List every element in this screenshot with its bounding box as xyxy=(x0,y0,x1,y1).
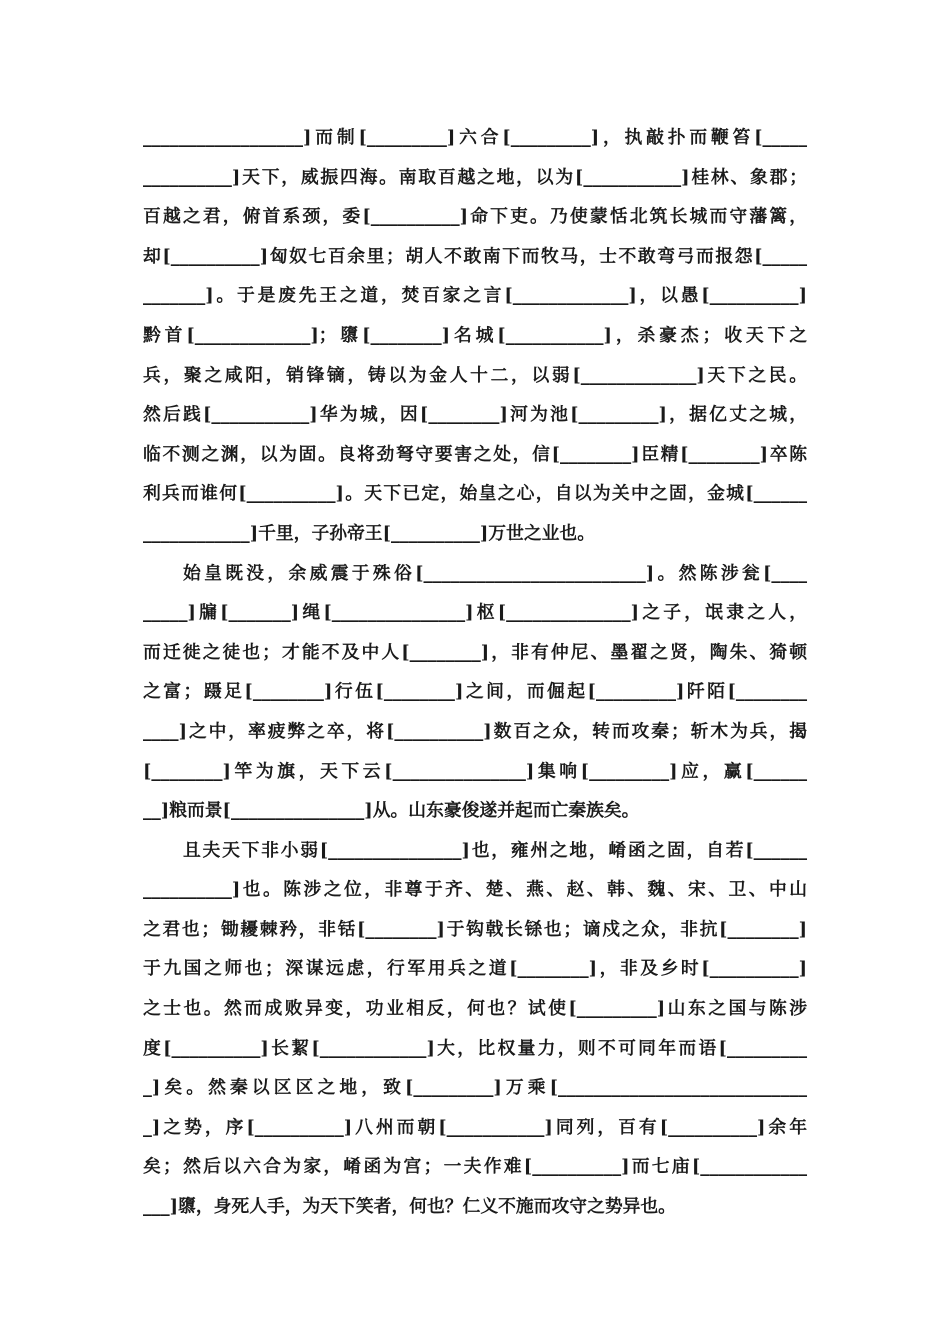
text-line: ___]隳，身死人手，为天下笑者，何也？仁义不施而攻守之势异也。 xyxy=(143,1196,676,1218)
text-line: 临不测之渊，以为固。良将劲弩守要害之处，信[________]臣精[________]卒陈 xyxy=(143,443,807,465)
text-line: __________]天下，威振四海。南取百越之地，以为[___________]桂林、象郡； xyxy=(143,166,807,188)
text-line: 于九国之师也；深谋远虑，行军用兵之道[________]，非及乡时[__________] xyxy=(143,958,807,980)
text-line: 始皇既没，余威震于殊俗[_________________________]。然陈涉瓮[____ xyxy=(183,562,807,584)
text-line: _]矣。然秦以区区之地，致[_________]万乘[____________________________ xyxy=(143,1077,807,1099)
text-line: 之君也；锄耰棘矜，非铦[________]于钩戟长铩也；谪戍之众，非抗[________] xyxy=(143,918,807,940)
text-line: 然后践[___________]华为城，因[________]河为池[_________]，据亿丈之城， xyxy=(143,404,807,426)
paragraph-2 xyxy=(143,554,807,831)
text-line: 矣；然后以六合为家，崤函为宫；一夫作难[__________]而七庙[____________ xyxy=(143,1156,807,1178)
text-line: 度[__________]长絜[____________]大，比权量力，则不可同年而语[_________ xyxy=(143,1037,807,1059)
paragraph-3 xyxy=(143,831,807,1227)
text-line: __________________]而制[_________]六合[_________]，执敲扑而鞭笞[_____ xyxy=(143,127,807,148)
text-line: __]粮而景[_______________]从。山东豪俊遂并起而亡秦族矣。 xyxy=(143,800,640,822)
text-line: 兵，聚之咸阳，销锋镝，铸以为金人十二，以弱[_____________]天下之民。 xyxy=(143,364,807,386)
text-line: 利兵而谁何[__________]。天下已定，始皇之心，自以为关中之固，金城[______ xyxy=(143,483,807,505)
text-line: _______]。于是废先王之道，焚百家之言[_____________]，以愚[__________] xyxy=(143,285,807,307)
text-line: 却[__________]匈奴七百余里；胡人不敢南下而牧马，士不敢弯弓而报怨[_____ xyxy=(143,245,807,267)
paragraph-1 xyxy=(143,118,807,554)
text-line: _____]牖[_______]绳[_______________]枢[______________]之子，氓隶之人， xyxy=(143,602,807,624)
text-line: 而迁徙之徒也；才能不及中人[________]，非有仲尼、墨翟之贤，陶朱、猗顿 xyxy=(143,641,807,663)
text-line: 百越之君，俯首系颈，委[__________]命下吏。乃使蒙恬北筑长城而守藩篱， xyxy=(143,206,807,228)
text-line: 黔首[_____________]；隳[________]名城[___________]，杀豪杰；收天下之 xyxy=(143,324,807,346)
text-line: __________]也。陈涉之位，非尊于齐、楚、燕、赵、韩、魏、宋、卫、中山 xyxy=(143,879,807,901)
document-body xyxy=(143,118,807,1227)
text-line: 之富；蹑足[________]行伍[________]之间，而倔起[_________]阡陌[________ xyxy=(143,681,807,703)
text-line: 且夫天下非小弱[_______________]也，雍州之地，崤函之固，自若[______ xyxy=(183,839,807,861)
text-line: ____________]千里，子孙帝王[__________]万世之业也。 xyxy=(143,522,595,544)
text-line: [________]竿为旗，天下云[_______________]集响[_________]应，赢[______ xyxy=(143,760,807,782)
text-line: _]之势，序[__________]八州而朝[___________]同列，百有[__________]余年 xyxy=(143,1116,807,1138)
text-line: 之士也。然而成败异变，功业相反，何也？试使[_________]山东之国与陈涉 xyxy=(143,998,807,1020)
text-line: ____]之中，率疲弊之卒，将[__________]数百之众，转而攻秦；斩木为兵，揭 xyxy=(143,720,807,742)
